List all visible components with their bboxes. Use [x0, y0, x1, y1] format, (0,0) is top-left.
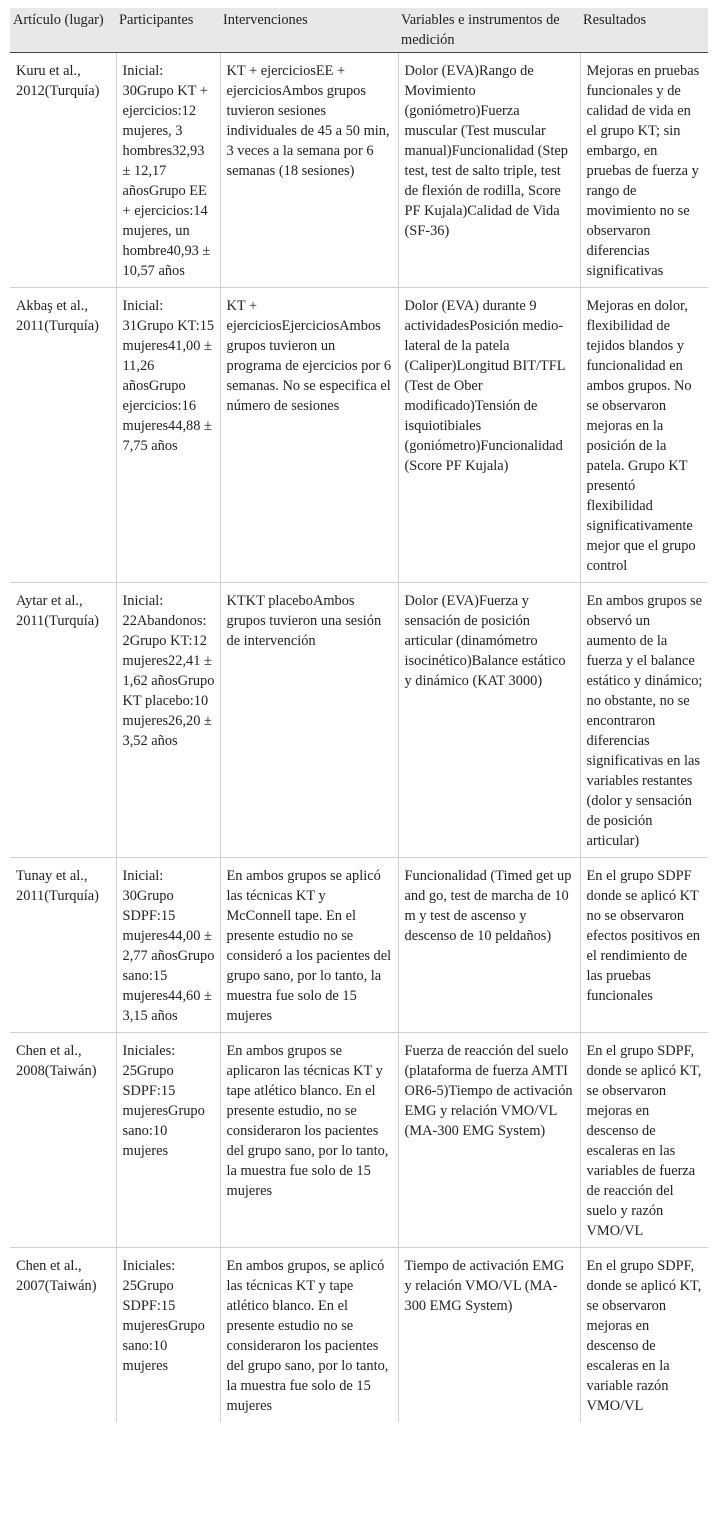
cell-articulo: Chen et al., 2007(Taiwán): [16, 1258, 97, 1294]
cell-intervenciones: KT + ejerciciosEjerciciosAmbos grupos tuvieron un programa de ejercicios por 6 semanas. No se especifica el número de sesiones: [220, 288, 398, 583]
header-intervenciones: Intervenciones: [220, 8, 398, 53]
cell-intervenciones: En ambos grupos se aplicaron las técnicas KT y tape atlético blanco. En el presente estudio, no se consideraron los pacientes del grupo sano, por lo tanto, la muestra fue solo de 15 mujeres: [220, 1033, 398, 1248]
cell-participantes: Iniciales: 25Grupo SDPF:15 mujeresGrupo sano:10 mujeres: [116, 1248, 220, 1423]
cell-articulo: Chen et al., 2008(Taiwán): [10, 1033, 116, 1248]
table-row: [10, 1033, 708, 1248]
cell-articulo: Kuru et al., 2012(Turquía): [10, 53, 116, 288]
cell-articulo: Akbaş et al., 2011(Turquía): [10, 288, 116, 583]
cell-participantes: Iniciales: 25Grupo SDPF:15 mujeresGrupo sano:10 mujeres: [116, 1033, 220, 1248]
cell-variables: Tiempo de activación EMG y relación VMO/VL (MA-300 EMG System): [398, 1248, 580, 1423]
table-row: [10, 1248, 708, 1423]
cell-intervenciones: KT + ejerciciosEE + ejerciciosAmbos grupos tuvieron sesiones individuales de 45 a 50 min, 3 veces a la semana por 6 semanas (18 sesiones): [220, 53, 398, 288]
cell-resultados: Mejoras en pruebas funcionales y de calidad de vida en el grupo KT; sin embargo, en pruebas de fuerza y rango de movimiento no se observaron diferencias significativas: [580, 53, 708, 288]
header-row: [10, 8, 708, 53]
cell-intervenciones: En ambos grupos se aplicó las técnicas KT y McConnell tape. En el presente estudio no se consideró a los pacientes del grupo sano, por lo tanto, la muestra fue solo de 15 mujeres: [220, 858, 398, 1033]
table-row: [10, 858, 708, 1033]
cell-resultados: En ambos grupos se observó un aumento de la fuerza y el balance estático y dinámico; no obstante, no se encontraron diferencias significativas en las variables restantes (dolor y sensación de posición articular): [580, 583, 708, 858]
cell-variables: Dolor (EVA)Fuerza y sensación de posición articular (dinamómetro isocinético)Balance estático y dinámico (KAT 3000): [398, 583, 580, 858]
cell-intervenciones: En ambos grupos, se aplicó las técnicas KT y tape atlético blanco. En el presente estudio no se consideraron los pacientes del grupo sano, por lo tanto, la muestra fue solo de 15 mujeres: [220, 1248, 398, 1423]
studies-table: [10, 8, 708, 1422]
cell-variables: Dolor (EVA) durante 9 actividadesPosición medio-lateral de la patela (Caliper)Longitud BIT/TFL (Test de Ober modificado)Tensión de isquiotibiales (goniómetro)Funcionalidad (Score PF Kujala): [398, 288, 580, 583]
table-row: [10, 583, 708, 858]
cell-intervenciones: KTKT placeboAmbos grupos tuvieron una sesión de intervención: [220, 583, 398, 858]
cell-participantes: Inicial: 30Grupo SDPF:15 mujeres44,00 ± 2,77 añosGrupo sano:15 mujeres44,60 ± 3,15 años: [116, 858, 220, 1033]
cell-resultados: En el grupo SDPF, donde se aplicó KT, se observaron mejoras en descenso de escaleras en la variable razón VMO/VL: [580, 1248, 708, 1423]
header-variables: Variables e instrumentos de medición: [398, 8, 580, 53]
table-row: [10, 53, 708, 288]
header-articulo: Artículo (lugar): [10, 8, 116, 53]
cell-articulo: Aytar et al., 2011(Turquía): [10, 583, 116, 858]
cell-participantes: Inicial: 30Grupo KT + ejercicios:12 mujeres, 3 hombres32,93 ± 12,17 añosGrupo EE + ejercicios:14 mujeres, un hombre40,93 ± 10,57 años: [116, 53, 220, 288]
cell-resultados: En el grupo SDPF donde se aplicó KT no se observaron efectos positivos en el rendimiento de las pruebas funcionales: [580, 858, 708, 1033]
cell-participantes: Inicial: 31Grupo KT:15 mujeres41,00 ± 11,26 añosGrupo ejercicios:16 mujeres44,88 ± 7,75 años: [116, 288, 220, 583]
header-resultados: Resultados: [580, 8, 708, 53]
table-row: [10, 288, 708, 583]
cell-variables: Dolor (EVA)Rango de Movimiento (goniómetro)Fuerza muscular (Test muscular manual)Funcionalidad (Step test, test de salto triple, test de flexión de rodilla, Score PF Kujala)Calidad de Vida (SF-36): [398, 53, 580, 288]
cell-participantes: Inicial: 22Abandonos: 2Grupo KT:12 mujeres22,41 ± 1,62 añosGrupo KT placebo:10 mujeres26,20 ± 3,52 años: [116, 583, 220, 858]
header-participantes: Participantes: [116, 8, 220, 53]
cell-resultados: En el grupo SDPF, donde se aplicó KT, se observaron mejoras en descenso de escaleras en las variables de fuerza de reacción del suelo y razón VMO/VL: [580, 1033, 708, 1248]
cell-resultados: Mejoras en dolor, flexibilidad de tejidos blandos y funcionalidad en ambos grupos. No se observaron mejoras en la posición de la patela. Grupo KT presentó flexibilidad significativamente mejor que el grupo control: [580, 288, 708, 583]
cell-variables: Funcionalidad (Timed get up and go, test de marcha de 10 m y test de ascenso y descenso de 10 peldaños): [398, 858, 580, 1033]
cell-articulo: Tunay et al., 2011(Turquía): [10, 858, 116, 1033]
cell-variables: Fuerza de reacción del suelo (plataforma de fuerza AMTI OR6-5)Tiempo de activación EMG y relación VMO/VL (MA-300 EMG System): [398, 1033, 580, 1248]
